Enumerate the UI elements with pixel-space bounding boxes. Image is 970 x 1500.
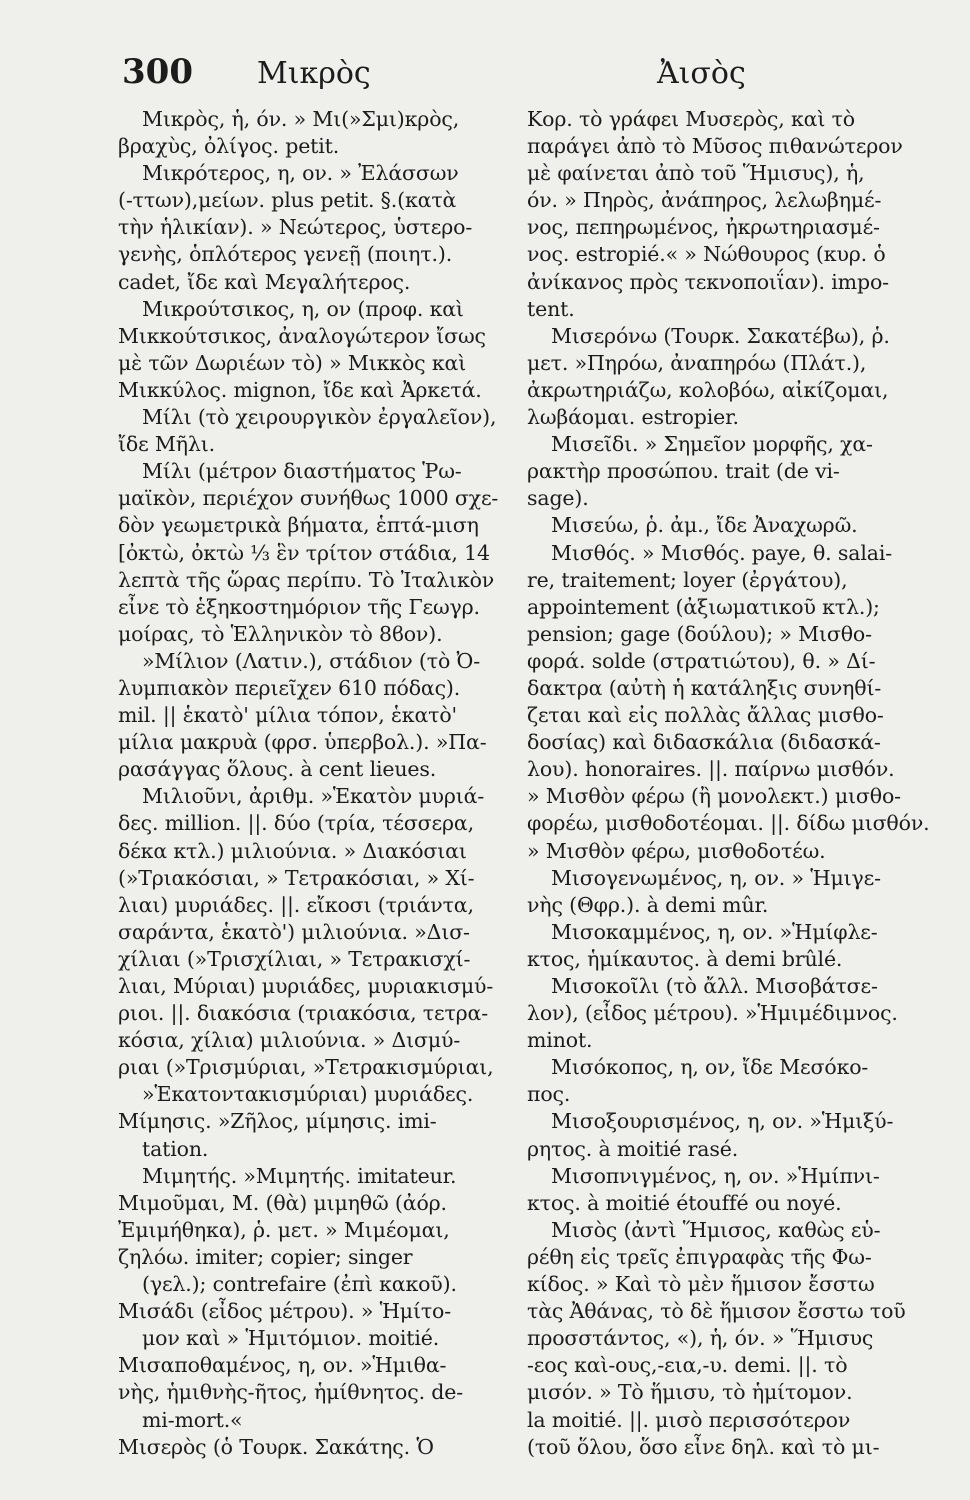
text-line: γενὴς, ὁπλότερος γενεῇ (ποιητ.).: [118, 242, 453, 267]
text-line: Μιλιοῦνι, ἀριθμ. »Ἑκατὸν μυριά-: [142, 784, 485, 809]
text-line: βραχὺς, ὀλίγος. petit.: [118, 134, 340, 159]
text-line: μετ. »Πηρόω, ἀναπηρόω (Πλάτ.),: [527, 350, 867, 375]
text-line: Μισογενωμένος, η, ον. » Ἡμιγε-: [551, 865, 881, 890]
text-line: » Μισθὸν φέρω (ἢ μονολεκτ.) μισθο-: [527, 784, 901, 809]
text-line: Μικρότερος, η, ον. » Ἐλάσσων: [142, 161, 459, 186]
text-line: Μιμοῦμαι, Μ. (θὰ) μιμηθῶ (ἀόρ.: [118, 1190, 447, 1215]
text-line: »Ἑκατοντακισμύριαι) μυριάδες.: [142, 1082, 474, 1107]
text-line: Μισαποθαμένος, η, ον. »Ἡμιθα-: [118, 1353, 447, 1378]
text-line: όν. » Πηρὸς, ἀνάπηρος, λελωβημέ-: [527, 188, 882, 213]
text-line: νὴς (Θφρ.). à demi mûr.: [527, 892, 769, 917]
text-line: λου). honoraires. ||. παίρνω μισθόν.: [527, 757, 895, 782]
text-line: λιαι) μυριάδες. ||. εἴκοσι (τριάντα,: [118, 892, 474, 917]
text-line: Μικκούτσικος, ἀναλογώτερον ἴσως: [118, 323, 486, 348]
text-line: Μικκύλος. mignon, ἴδε καὶ Ἀρκετά.: [118, 377, 482, 402]
text-line: δακτρα (αὐτὴ ἡ κατάληξις συνηθί-: [527, 675, 882, 700]
text-line: ριοι. ||. διακόσια (τριακόσια, τετρα-: [118, 1001, 489, 1026]
text-line: δέκα κτλ.) μιλιούνια. » Διακόσιαι: [118, 838, 467, 863]
text-line: κτος. à moitié étouffé ou noyé.: [527, 1190, 842, 1215]
text-line: tation.: [142, 1136, 209, 1161]
text-line: μον καὶ » Ἡμιτόμιον. moitié.: [142, 1326, 440, 1351]
text-line: Μισεῖδι. » Σημεῖον μορφῆς, χα-: [551, 432, 873, 457]
text-line: μισόν. » Τὸ ἥμισυ, τὸ ἡμίτομον.: [527, 1380, 853, 1405]
text-line: Μισοξουρισμένος, η, ον. »Ἡμιξύ-: [551, 1109, 894, 1134]
text-line: Μικρούτσικος, η, ον (προφ. καὶ: [142, 296, 464, 321]
text-line: Μισοκαμμένος, η, ον. »Ἡμίφλε-: [551, 919, 878, 944]
text-line: Μισθός. » Μισθός. paye, θ. salai-: [551, 540, 893, 565]
text-line: λυμπιακὸν περιεῖχεν 610 πόδας).: [118, 675, 461, 700]
page-number: 300: [122, 52, 193, 92]
text-line: ριαι (»Τρισμύριαι, »Τετρακισμύριαι,: [118, 1055, 494, 1080]
text-line: λον), (εἶδος μέτρου). »Ἡμιμέδιμνος.: [527, 1001, 898, 1026]
text-line: ἴδε Μῆλι.: [118, 432, 215, 457]
text-line: Μίλι (τὸ χειρουργικὸν ἐργαλεῖον),: [142, 405, 497, 430]
text-line: δες. million. ||. δύο (τρία, τέσσερα,: [118, 811, 474, 836]
text-line: χίλιαι (»Τρισχίλιαι, » Τετρακισχί-: [118, 946, 471, 971]
right-column: [527, 106, 930, 1461]
text-line: ρακτὴρ προσώπου. trait (de vi-: [527, 459, 840, 484]
text-line: ρέθη εἰς τρεῖς ἐπιγραφὰς τῆς Φω-: [527, 1244, 872, 1269]
text-line: νος. estropié.« » Νώθουρος (κυρ. ὁ: [527, 242, 886, 267]
text-line: tent.: [527, 296, 575, 321]
text-line: sage).: [527, 486, 589, 511]
text-line: Μισερὸς (ὁ Τουρκ. Σακάτης. Ὁ: [118, 1434, 434, 1459]
text-line: κτος, ἡμίκαυτος. à demi brûlé.: [527, 946, 843, 971]
text-line: φορέω, μισθοδοτέομαι. ||. δίδω μισθόν.: [527, 811, 930, 836]
text-line: μίλια μακρυὰ (φρσ. ὑπερβολ.). »Πα-: [118, 730, 487, 755]
text-line: re, traitement; loyer (ἐργάτου),: [527, 567, 848, 592]
text-line: Μίμησις. »Ζῆλος, μίμησις. imi-: [118, 1109, 437, 1134]
text-line: μαϊκὸν, περιέχον συνήθως 1000 σχε-: [118, 486, 499, 511]
text-line: » Μισθὸν φέρω, μισθοδοτέω.: [527, 838, 826, 863]
text-line: minot.: [527, 1028, 593, 1053]
text-line: κόσια, χίλια) μιλιούνια. » Δισμύ-: [118, 1028, 461, 1053]
text-line: λωβάομαι. estropier.: [527, 405, 739, 430]
text-line: Μισάδι (εἶδος μέτρου). » Ἡμίτο-: [118, 1299, 451, 1324]
text-line: νος, πεπηρωμένος, ἠκρωτηριασμέ-: [527, 215, 880, 240]
text-line: (τοῦ ὅλου, ὅσο εἶνε δηλ. καὶ τὸ μι-: [527, 1434, 880, 1459]
text-line: appointement (ἀξιωματικοῦ κτλ.);: [527, 594, 880, 619]
text-line: φορά. solde (στρατιώτου), θ. » Δί-: [527, 648, 876, 673]
text-line: μοίρας, τὸ Ἑλληνικὸν τὸ 8ϐον).: [118, 621, 443, 646]
text-line: ἀνίκανος πρὸς τεκνοποιΐαν). impo-: [527, 269, 889, 294]
text-line: πος.: [527, 1082, 571, 1107]
text-line: Μιμητής. »Μιμητής. imitateur.: [142, 1163, 457, 1188]
text-line: τὴν ἡλικίαν). » Νεώτερος, ὑστερο-: [118, 215, 473, 240]
text-line: δὸν γεωμετρικὰ βήματα, ἑπτά-μιση: [118, 513, 479, 538]
text-line: ζηλόω. imiter; copier; singer: [118, 1244, 413, 1269]
text-line: ζεται καὶ εἰς πολλὰς ἄλλας μισθο-: [527, 703, 884, 728]
text-line: ρασάγγας ὅλους. à cent lieues.: [118, 757, 437, 782]
text-line: ρητος. à moitié rasé.: [527, 1136, 739, 1161]
text-line: προσστάντος, «), ἡ, όν. » Ἥμισυς: [527, 1326, 874, 1351]
text-line: pension; gage (δούλου); » Μισθο-: [527, 621, 872, 646]
text-line: εἶνε τὸ ἑξηκοστημόριον τῆς Γεωγρ.: [118, 594, 480, 619]
text-line: mil. || ἑκατὸ' μίλια τόπον, ἑκατὸ': [118, 703, 458, 728]
text-line: mi-mort.«: [142, 1407, 243, 1432]
text-line: »Μίλιον (Λατιν.), στάδιον (τὸ Ὀ-: [142, 648, 480, 673]
text-line: ἀκρωτηριάζω, κολοβόω, αἰκίζομαι,: [527, 377, 889, 402]
left-column: [118, 106, 499, 1461]
text-line: λεπτὰ τῆς ὥρας περίπυ. Τὸ Ἰταλικὸν: [118, 567, 495, 592]
text-line: μὲ φαίνεται ἀπὸ τοῦ Ἥμισυς), ἡ,: [527, 161, 865, 186]
text-line: cadet, ἴδε καὶ Μεγαλήτερος.: [118, 269, 411, 294]
text-line: Ἐμιμήθηκα), ῥ. μετ. » Μιμέομαι,: [118, 1217, 450, 1242]
text-line: Μισοκοῖλι (τὸ ἄλλ. Μισοβάτσε-: [551, 974, 878, 998]
running-head-left: Μικρὸς: [257, 56, 371, 91]
page-header: [0, 52, 970, 102]
text-line: (-ττων),μείων. plus petit. §.(κατὰ: [118, 188, 457, 213]
text-line: μὲ τῶν Δωριέων τὸ) » Μικκὸς καὶ: [118, 350, 467, 375]
text-line: (»Τριακόσιαι, » Τετρακόσιαι, » Χί-: [118, 865, 475, 890]
text-line: Μισοπνιγμένος, η, ον. »Ἡμίπνι-: [551, 1163, 880, 1188]
text-line: Μισόκοπος, η, ον, ἴδε Μεσόκο-: [551, 1055, 869, 1080]
text-line: παράγει ἀπὸ τὸ Μῦσος πιθανώτερον: [527, 134, 903, 159]
text-line: Μίλι (μέτρον διαστήματος Ῥω-: [142, 459, 462, 484]
text-line: τὰς Ἀθάνας, τὸ δὲ ἥμισον ἔσστω τοῦ: [527, 1299, 906, 1324]
text-line: (γελ.); contrefaire (ἐπὶ κακοῦ).: [142, 1272, 457, 1297]
text-line: Μισερόνω (Τουρκ. Σακατέβω), ῥ.: [551, 323, 890, 348]
text-line: la moitié. ||. μισὸ περισσότερον: [527, 1407, 851, 1432]
text-line: [ὀκτὼ, ὀκτὼ ⅓ ἓν τρίτον στάδια, 14: [118, 540, 490, 565]
text-line: λιαι, Μύριαι) μυριάδες, μυριακισμύ-: [118, 974, 494, 998]
running-head-right: Ἀισὸς: [657, 56, 746, 91]
text-line: Κορ. τὸ γράφει Μυσερὸς, καὶ τὸ: [527, 107, 855, 131]
text-line: σαράντα, ἑκατὸ') μιλιούνια. »Δισ-: [118, 919, 470, 944]
text-line: Μισεύω, ῥ. ἀμ., ἴδε Ἀναχωρῶ.: [551, 513, 858, 538]
text-line: -εος καὶ-ους,-εια,-υ. demi. ||. τὸ: [527, 1353, 848, 1378]
text-line: νὴς, ἡμιθνὴς-ῆτος, ἡμίθνητος. de-: [118, 1380, 464, 1405]
text-line: Μικρὸς, ἡ, όν. » Μι(»Σμι)κρὸς,: [142, 107, 460, 131]
text-line: Μισὸς (ἀντὶ Ἥμισος, καθὼς εὑ-: [551, 1217, 881, 1242]
text-line: κίδος. » Καὶ τὸ μὲν ἥμισον ἔσστω: [527, 1272, 875, 1297]
text-line: δοσίας) καὶ διδασκάλια (διδασκά-: [527, 730, 881, 755]
